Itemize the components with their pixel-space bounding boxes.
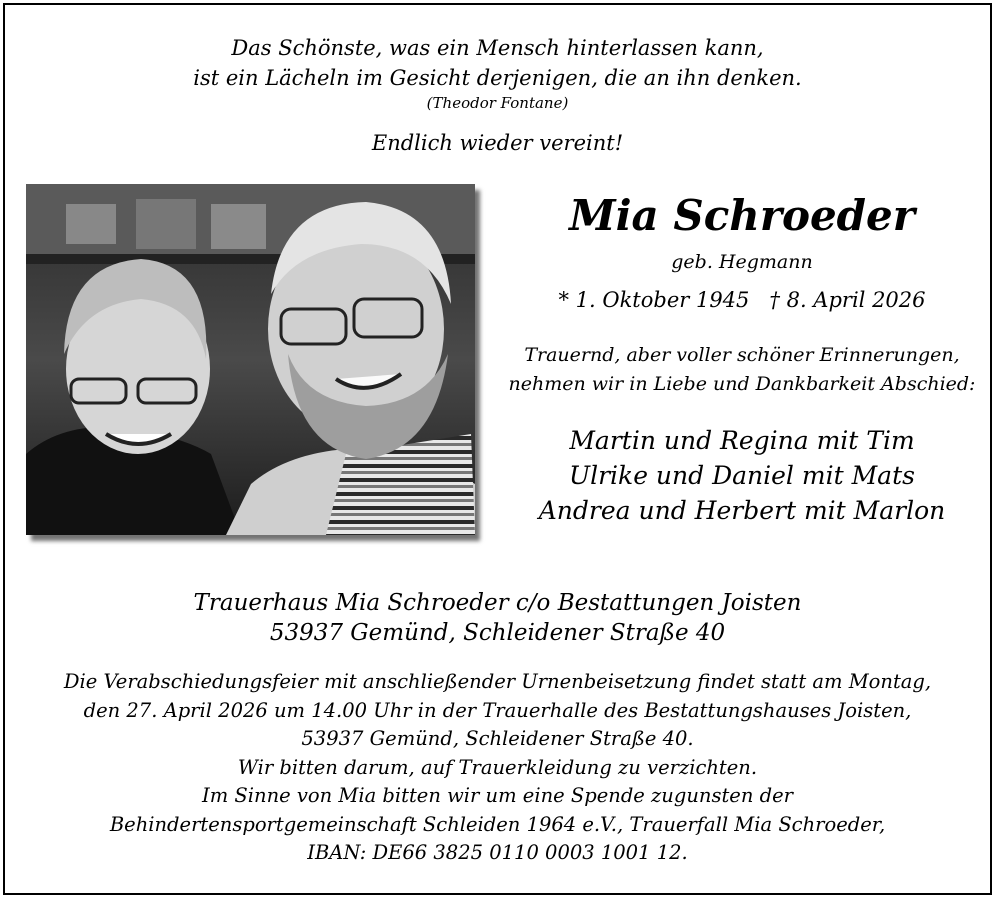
farewell-intro [505,341,979,399]
intro-line-2: nehmen wir in Liebe und Dankbarkeit Abschied: [508,373,976,395]
quote-line-2: ist ein Lächeln im Gesicht derjenigen, die an ihn denken. [193,66,802,90]
mourner: Andrea und Herbert mit Marlon [538,496,946,525]
quote-author: (Theodor Fontane) [426,94,569,112]
mourner: Martin und Regina mit Tim [569,426,915,455]
deceased-name: Mia Schroeder [569,191,915,240]
mourner: Ulrike und Daniel mit Mats [569,461,915,490]
details-line: Behindertensportgemeinschaft Schleiden 1964 e.V., Trauerfall Mia Schroeder, [109,812,886,836]
ceremony-details [5,668,990,868]
death-date: † 8. April 2026 [769,288,926,312]
life-dates [505,288,979,312]
mourning-house [5,588,990,648]
couple-photo [26,184,475,535]
maiden-name: geb. Hegmann [671,251,813,273]
details-line: Wir bitten darum, auf Trauerkleidung zu verzichten. [237,755,758,779]
details-line: Die Verabschiedungsfeier mit anschließender Urnenbeisetzung findet statt am Montag, [63,670,932,693]
intro-line-1: Trauernd, aber voller schöner Erinnerungen, [524,344,960,366]
obituary-notice [3,3,992,895]
details-line: Im Sinne von Mia bitten wir um eine Spende zugunsten der [202,784,793,807]
house-line-2: 53937 Gemünd, Schleidener Straße 40 [269,620,726,646]
mourners-list [505,423,979,528]
quote [5,33,990,93]
quote-line-1: Das Schönste, was ein Mensch hinterlassen kann, [231,36,764,60]
birth-date: * 1. Oktober 1945 [558,288,750,312]
details-line: den 27. April 2026 um 14.00 Uhr in der Trauerhalle des Bestattungshauses Joisten, [83,698,912,722]
details-line: 53937 Gemünd, Schleidener Straße 40. [301,727,694,750]
house-line-1: Trauerhaus Mia Schroeder c/o Bestattungen Joisten [193,590,802,616]
details-line: IBAN: DE66 3825 0110 0003 1001 12. [307,841,688,864]
reunion-line: Endlich wieder vereint! [371,131,624,155]
